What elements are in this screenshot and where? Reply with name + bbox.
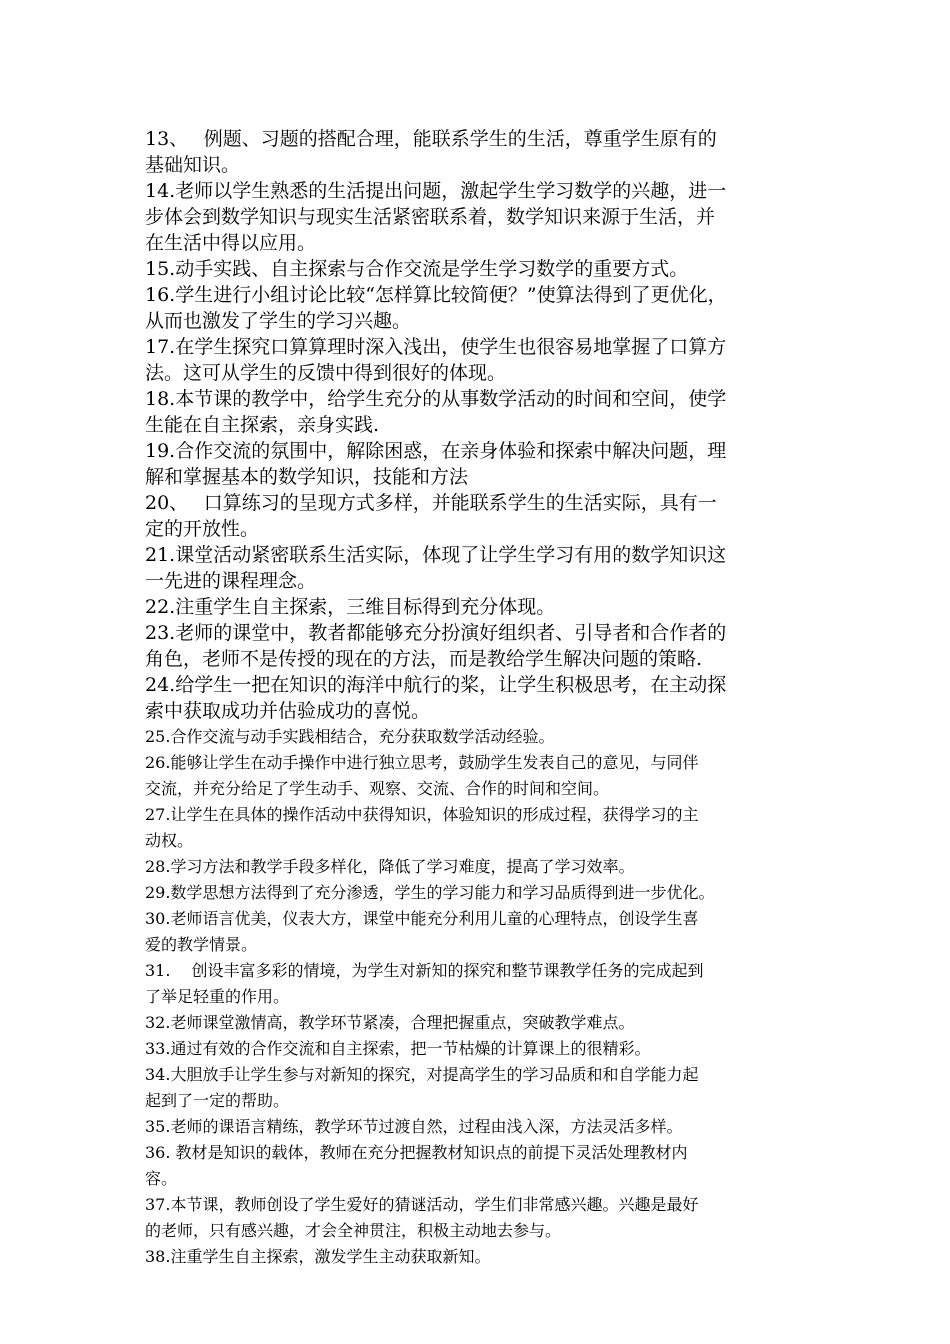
text-line: 起到了一定的帮助。 <box>145 1091 290 1110</box>
text-line: 动权。 <box>145 831 194 850</box>
text-line: 一先进的课程理念。 <box>145 570 317 592</box>
text-line: 20、 口算练习的呈现方式多样，并能联系学生的生活实际，具有一 <box>145 492 717 514</box>
text-line: 18.本节课的教学中，给学生充分的从事数学活动的时间和空间，使学 <box>145 388 727 410</box>
text-line: 爱的教学情景。 <box>145 935 258 954</box>
list-item <box>145 854 825 880</box>
text-line: 法。这可从学生的反馈中得到很好的体现。 <box>145 362 507 384</box>
list-item <box>145 1114 825 1140</box>
list-item <box>145 282 825 334</box>
text-line: 从而也激发了学生的学习兴趣。 <box>145 310 412 332</box>
text-line: 解和掌握基本的数学知识，技能和方法 <box>145 466 469 488</box>
text-line: 32.老师课堂激情高，教学环节紧凑，合理把握重点，突破教学难点。 <box>145 1013 635 1032</box>
text-line: 37.本节课，教师创设了学生爱好的猜谜活动，学生们非常感兴趣。兴趣是最好 <box>145 1195 699 1214</box>
text-line: 21.课堂活动紧密联系生活实际，体现了让学生学习有用的数学知识这 <box>145 544 727 566</box>
text-line: 29.数学思想方法得到了充分渗透，学生的学习能力和学习品质得到进一步优化。 <box>145 883 715 902</box>
list-item <box>145 1036 825 1062</box>
text-line: 基础知识。 <box>145 154 241 176</box>
text-line: 13、 例题、习题的搭配合理，能联系学生的生活，尊重学生原有的 <box>145 128 717 150</box>
text-line: 24.给学生一把在知识的海洋中航行的桨，让学生积极思考，在主动探 <box>145 674 727 696</box>
text-line: 33.通过有效的合作交流和自主探索，把一节枯燥的计算课上的很精彩。 <box>145 1039 651 1058</box>
list-item <box>145 256 825 282</box>
text-line: 容。 <box>145 1169 178 1188</box>
text-line: 14.老师以学生熟悉的生活提出问题，激起学生学习数学的兴趣，进一 <box>145 180 727 202</box>
list-item <box>145 126 825 178</box>
text-line: 生能在自主探索，亲身实践. <box>145 414 380 436</box>
list-item <box>145 334 825 386</box>
list-item <box>145 490 825 542</box>
list-item <box>145 1140 825 1192</box>
text-line: 角色，老师不是传授的现在的方法，而是教给学生解决问题的策略. <box>145 648 703 670</box>
document-body <box>145 126 825 1270</box>
text-line: 27.让学生在具体的操作活动中获得知识，体验知识的形成过程，获得学习的主 <box>145 805 699 824</box>
list-item <box>145 880 825 906</box>
text-line: 了举足轻重的作用。 <box>145 987 290 1006</box>
text-line: 定的开放性。 <box>145 518 260 540</box>
text-line: 38.注重学生自主探索，激发学生主动获取新知。 <box>145 1247 491 1266</box>
text-line: 34.大胆放手让学生参与对新知的探究，对提高学生的学习品质和和自学能力起 <box>145 1065 699 1084</box>
text-line: 23.老师的课堂中，教者都能够充分扮演好组织者、引导者和合作者的 <box>145 622 727 644</box>
text-line: 19.合作交流的氛围中，解除困惑，在亲身体验和探索中解决问题，理 <box>145 440 727 462</box>
text-line: 15.动手实践、自主探索与合作交流是学生学习数学的重要方式。 <box>145 258 689 280</box>
list-item <box>145 620 825 672</box>
text-line: 索中获取成功并估验成功的喜悦。 <box>145 700 431 722</box>
text-line: 35.老师的课语言精练，教学环节过渡自然，过程由浅入深，方法灵活多样。 <box>145 1117 683 1136</box>
list-item <box>145 672 825 724</box>
list-item <box>145 802 825 854</box>
list-item <box>145 906 825 958</box>
list-item <box>145 386 825 438</box>
text-line: 28.学习方法和教学手段多样化，降低了学习难度，提高了学习效率。 <box>145 857 635 876</box>
list-item <box>145 594 825 620</box>
list-item <box>145 542 825 594</box>
text-line: 的老师，只有感兴趣，才会全神贯注，积极主动地去参与。 <box>145 1221 562 1240</box>
list-item <box>145 178 825 256</box>
text-line: 30.老师语言优美，仪表大方，课堂中能充分利用儿童的心理特点，创设学生喜 <box>145 909 699 928</box>
text-line: 26.能够让学生在动手操作中进行独立思考，鼓励学生发表自己的意见，与同伴 <box>145 753 699 772</box>
text-line: 在生活中得以应用。 <box>145 232 317 254</box>
list-item <box>145 1192 825 1244</box>
text-line: 31. 创设丰富多彩的情境，为学生对新知的探究和整节课教学任务的完成起到 <box>145 961 704 980</box>
list-item <box>145 724 825 750</box>
text-line: 步体会到数学知识与现实生活紧密联系着，数学知识来源于生活，并 <box>145 206 716 228</box>
list-item <box>145 1062 825 1114</box>
list-item <box>145 438 825 490</box>
text-line: 36. 教材是知识的载体，教师在充分把握教材知识点的前提下灵活处理教材内 <box>145 1143 688 1162</box>
text-line: 25.合作交流与动手实践相结合，充分获取数学活动经验。 <box>145 727 555 746</box>
list-item <box>145 958 825 1010</box>
list-item <box>145 1010 825 1036</box>
text-line: 22.注重学生自主探索，三维目标得到充分体现。 <box>145 596 556 618</box>
list-item <box>145 750 825 802</box>
text-line: 17.在学生探究口算算理时深入浅出，使学生也很容易地掌握了口算方 <box>145 336 727 358</box>
list-item <box>145 1244 825 1270</box>
text-line: 交流，并充分给足了学生动手、观察、交流、合作的时间和空间。 <box>145 779 610 798</box>
text-line: 16.学生进行小组讨论比较“怎样算比较简便？”使算法得到了更优化， <box>145 284 727 306</box>
